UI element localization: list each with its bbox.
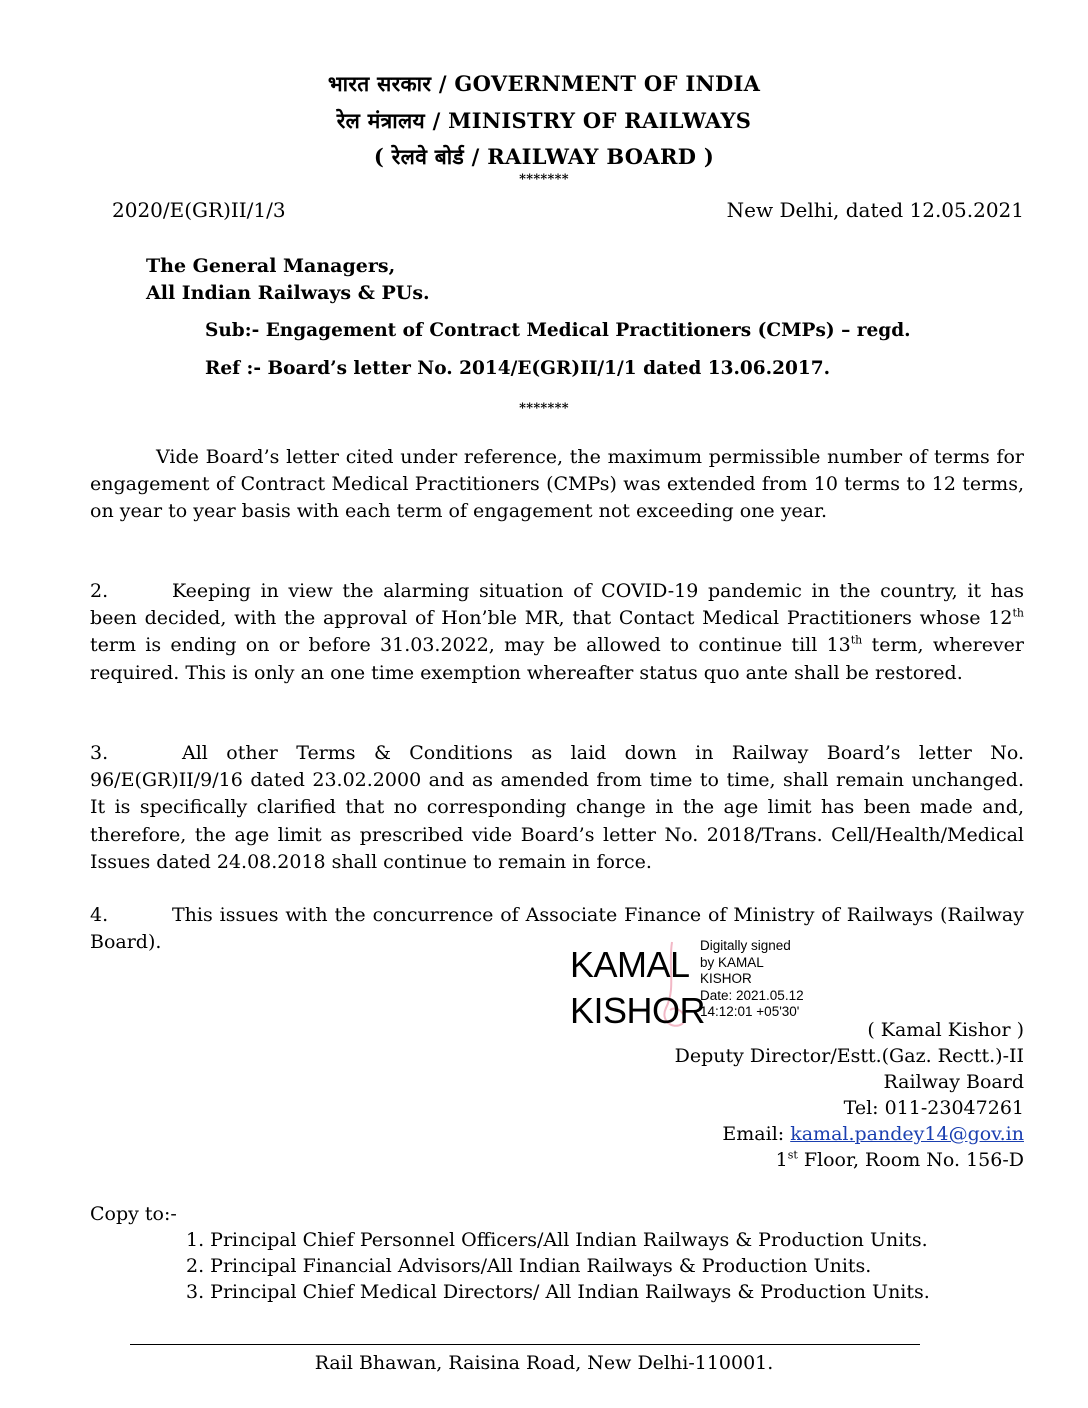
signatory-designation: Deputy Director/Estt.(Gaz. Rectt.)-II [674,1045,1024,1067]
header-govt: भारत सरकार / GOVERNMENT OF INDIA [327,71,761,96]
email-link[interactable]: kamal.pandey14@gov.in [790,1123,1024,1145]
list-item: 3. Principal Chief Medical Directors/ All Indian Railways & Production Units. [186,1281,930,1303]
header-board: ( रेलवे बोर्ड / RAILWAY BOARD ) [373,144,715,169]
reference-line: Ref :- Board’s letter No. 2014/E(GR)II/1/1 dated 13.06.2017. [205,358,831,379]
header-ministry: रेल मंत्रालय / MINISTRY OF RAILWAYS [336,108,752,133]
signature-name-line1: KAMAL [570,944,690,985]
list-item: 2. Principal Financial Advisors/All Indian Railways & Production Units. [186,1255,872,1277]
stars-divider: ******* [519,401,569,416]
signature-info: Digitally signed by KAMAL KISHOR Date: 2021.05.12 14:12:01 +05'30' [700,938,804,1019]
copy-to-list [186,1227,930,1305]
copy-to-label: Copy to:- [90,1203,177,1225]
paragraph-4: 4. This issues with the concurrence of Associate Finance of Ministry of Railways (Railway Board). [90,904,1024,954]
footer-divider [130,1344,920,1345]
list-item: 1. Principal Chief Personnel Officers/All Indian Railways & Production Units. [186,1229,928,1251]
paragraph-1: Vide Board’s letter cited under reference, the maximum permissible number of terms for engagement of Contract Medical Practitioners (CMPs) was extended from 10 terms to 12 terms, on year to year basis with each term of engagement not exceeding one year. [90,446,1024,523]
signatory-name: ( Kamal Kishor ) [867,1019,1024,1041]
paragraph-3: 3. All other Terms & Conditions as laid down in Railway Board’s letter No. 96/E(GR)II/9/16 dated 23.02.2000 and as amended from time to time, shall remain unchanged. It is specifically clarified that no corresponding change in the age limit has been made and, therefore, the age limit as prescribed vide Board’s letter No. 2018/Trans. Cell/Health/Medical Issues dated 24.08.2018 shall continue to remain in force. [90,742,1024,873]
digital-signature [570,938,830,1038]
paragraph-2: 2. Keeping in view the alarming situation of COVID-19 pandemic in the country, it has been decided, with the approval of Hon’ble MR, that Contact Medical Practitioners whose 12th term is ending on or before 31.03.2022, may be allowed to continue till 13th term, wherever required. This is only an one time exemption whereafter status quo ante shall be restored. [90,580,1024,684]
signature-name-line2: KISHOR [570,990,706,1031]
file-number: 2020/E(GR)II/1/3 [112,198,286,222]
date-line: New Delhi, dated 12.05.2021 [726,198,1024,222]
header-stars: ******* [519,172,569,187]
subject-line: Sub:- Engagement of Contract Medical Practitioners (CMPs) – regd. [205,320,911,341]
paragraph-4-number: 4. [90,904,109,926]
addressee-line2: All Indian Railways & PUs. [146,282,430,304]
signatory-tel: Tel: 011-23047261 [843,1097,1024,1119]
signatory-office: Railway Board [883,1071,1024,1093]
footer-address: Rail Bhawan, Raisina Road, New Delhi-110001. [314,1352,774,1374]
signatory-email: Email: kamal.pandey14@gov.in [722,1123,1024,1145]
addressee-line1: The General Managers, [146,255,396,277]
paragraph-2-number: 2. [90,580,109,602]
signatory-room: 1st Floor, Room No. 156-D [775,1148,1024,1171]
paragraph-3-number: 3. [90,742,109,764]
